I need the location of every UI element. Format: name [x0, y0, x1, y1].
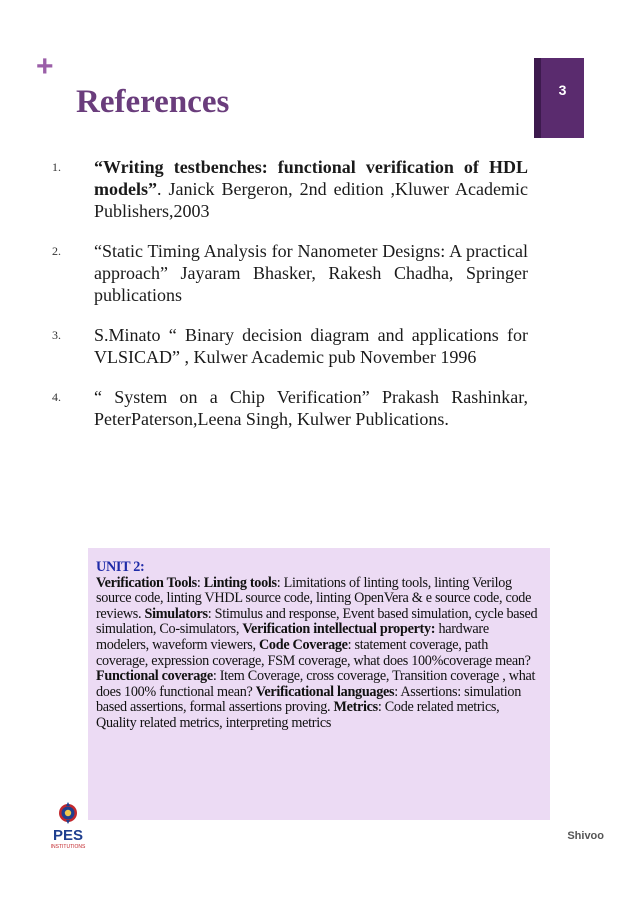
page-number-badge	[534, 58, 584, 138]
reference-number: 4.	[52, 390, 61, 404]
reference-number: 1.	[52, 160, 61, 174]
functional-coverage-heading: Functional coverage	[96, 668, 213, 685]
linting-tools-heading: Linting tools	[203, 574, 277, 591]
verification-tools-heading: Verification Tools	[96, 574, 197, 591]
page-title: References	[76, 84, 230, 120]
badge-accent-bar	[534, 58, 541, 138]
reference-number: 2.	[52, 244, 61, 258]
metrics-heading: Metrics	[333, 699, 378, 716]
reference-text: S.Minato “ Binary decision diagram and applications for VLSICAD” , Kulwer Academic pub November 1996	[94, 325, 528, 367]
simulators-text: : Stimulus and response, Event based simulation, cycle based simulation, Co-simulators,	[96, 605, 538, 638]
pes-logo	[40, 800, 96, 852]
reference-item	[52, 386, 528, 430]
footer-author: Shivoo	[567, 830, 604, 842]
verificational-languages-heading: Verificational languages	[255, 683, 395, 700]
syllabus-box	[88, 548, 550, 820]
verificational-languages-text: : Assertions: simulation based assertions, formal assertions proving.	[96, 683, 522, 716]
metrics-text: : Code related metrics, Quality related metrics, interpreting metrics	[96, 699, 500, 731]
page-number: 3	[558, 82, 567, 98]
verification-ip-text: hardware modelers, waveform viewers,	[96, 621, 489, 653]
plus-icon: +	[36, 50, 54, 83]
simulators-heading: Simulators	[144, 605, 208, 622]
reference-item	[52, 324, 528, 368]
reference-number: 3.	[52, 328, 61, 342]
code-coverage-text: : statement coverage, path coverage, expression coverage, FSM coverage, what does 100%coverage mean?	[96, 636, 531, 669]
reference-item	[52, 156, 528, 222]
reference-text: . Janick Bergeron, 2nd edition ,Kluwer Academic Publishers,2003	[94, 179, 528, 221]
reference-text: “Static Timing Analysis for Nanometer Designs: A practical approach” Jayaram Bhasker, Rakesh Chadha, Springer publications	[94, 241, 528, 305]
reference-item	[52, 240, 528, 306]
emblem-icon	[59, 802, 77, 824]
logo-text: PES	[52, 827, 84, 844]
unit-heading: UNIT 2:	[96, 559, 145, 575]
code-coverage-heading: Code Coverage	[258, 636, 348, 653]
functional-coverage-text: : Item Coverage, cross coverage, Transition coverage , what does 100% functional mean?	[96, 668, 536, 700]
syllabus-content: Verification Tools: Linting tools: Limitations of linting tools, linting Verilog source code, linting VHDL source code, linting OpenVera & e source code, code reviews. Simulators: Stimulus and response, Event based simulation, cycle based simulation, Co-simulators, Verification intellectual property: hardware modelers, waveform viewers, Code Coverage: statement coverage, path coverage, expression coverage, FSM coverage, what does 100%coverage mean? Functional coverage: Item Coverage, cross coverage, Transition coverage , what does 100% functional mean? Verificational languages: Assertions: simulation based assertions, formal assertions proving. Metrics: Code related metrics, Quality related metrics, interpreting metrics	[96, 574, 538, 731]
reference-text: “ System on a Chip Verification” Prakash Rashinkar, PeterPaterson,Leena Singh, Kulwer Publications.	[94, 387, 528, 429]
linting-text: : Limitations of linting tools, linting Verilog source code, linting VHDL source code, linting OpenVera & e source code, code reviews.	[96, 574, 532, 622]
verification-ip-heading: Verification intellectual property:	[242, 621, 436, 638]
logo-subtext: INSTITUTIONS	[50, 844, 86, 850]
reference-list	[52, 156, 528, 448]
reference-title: “Writing testbenches: functional verification of HDL models”	[94, 157, 528, 199]
